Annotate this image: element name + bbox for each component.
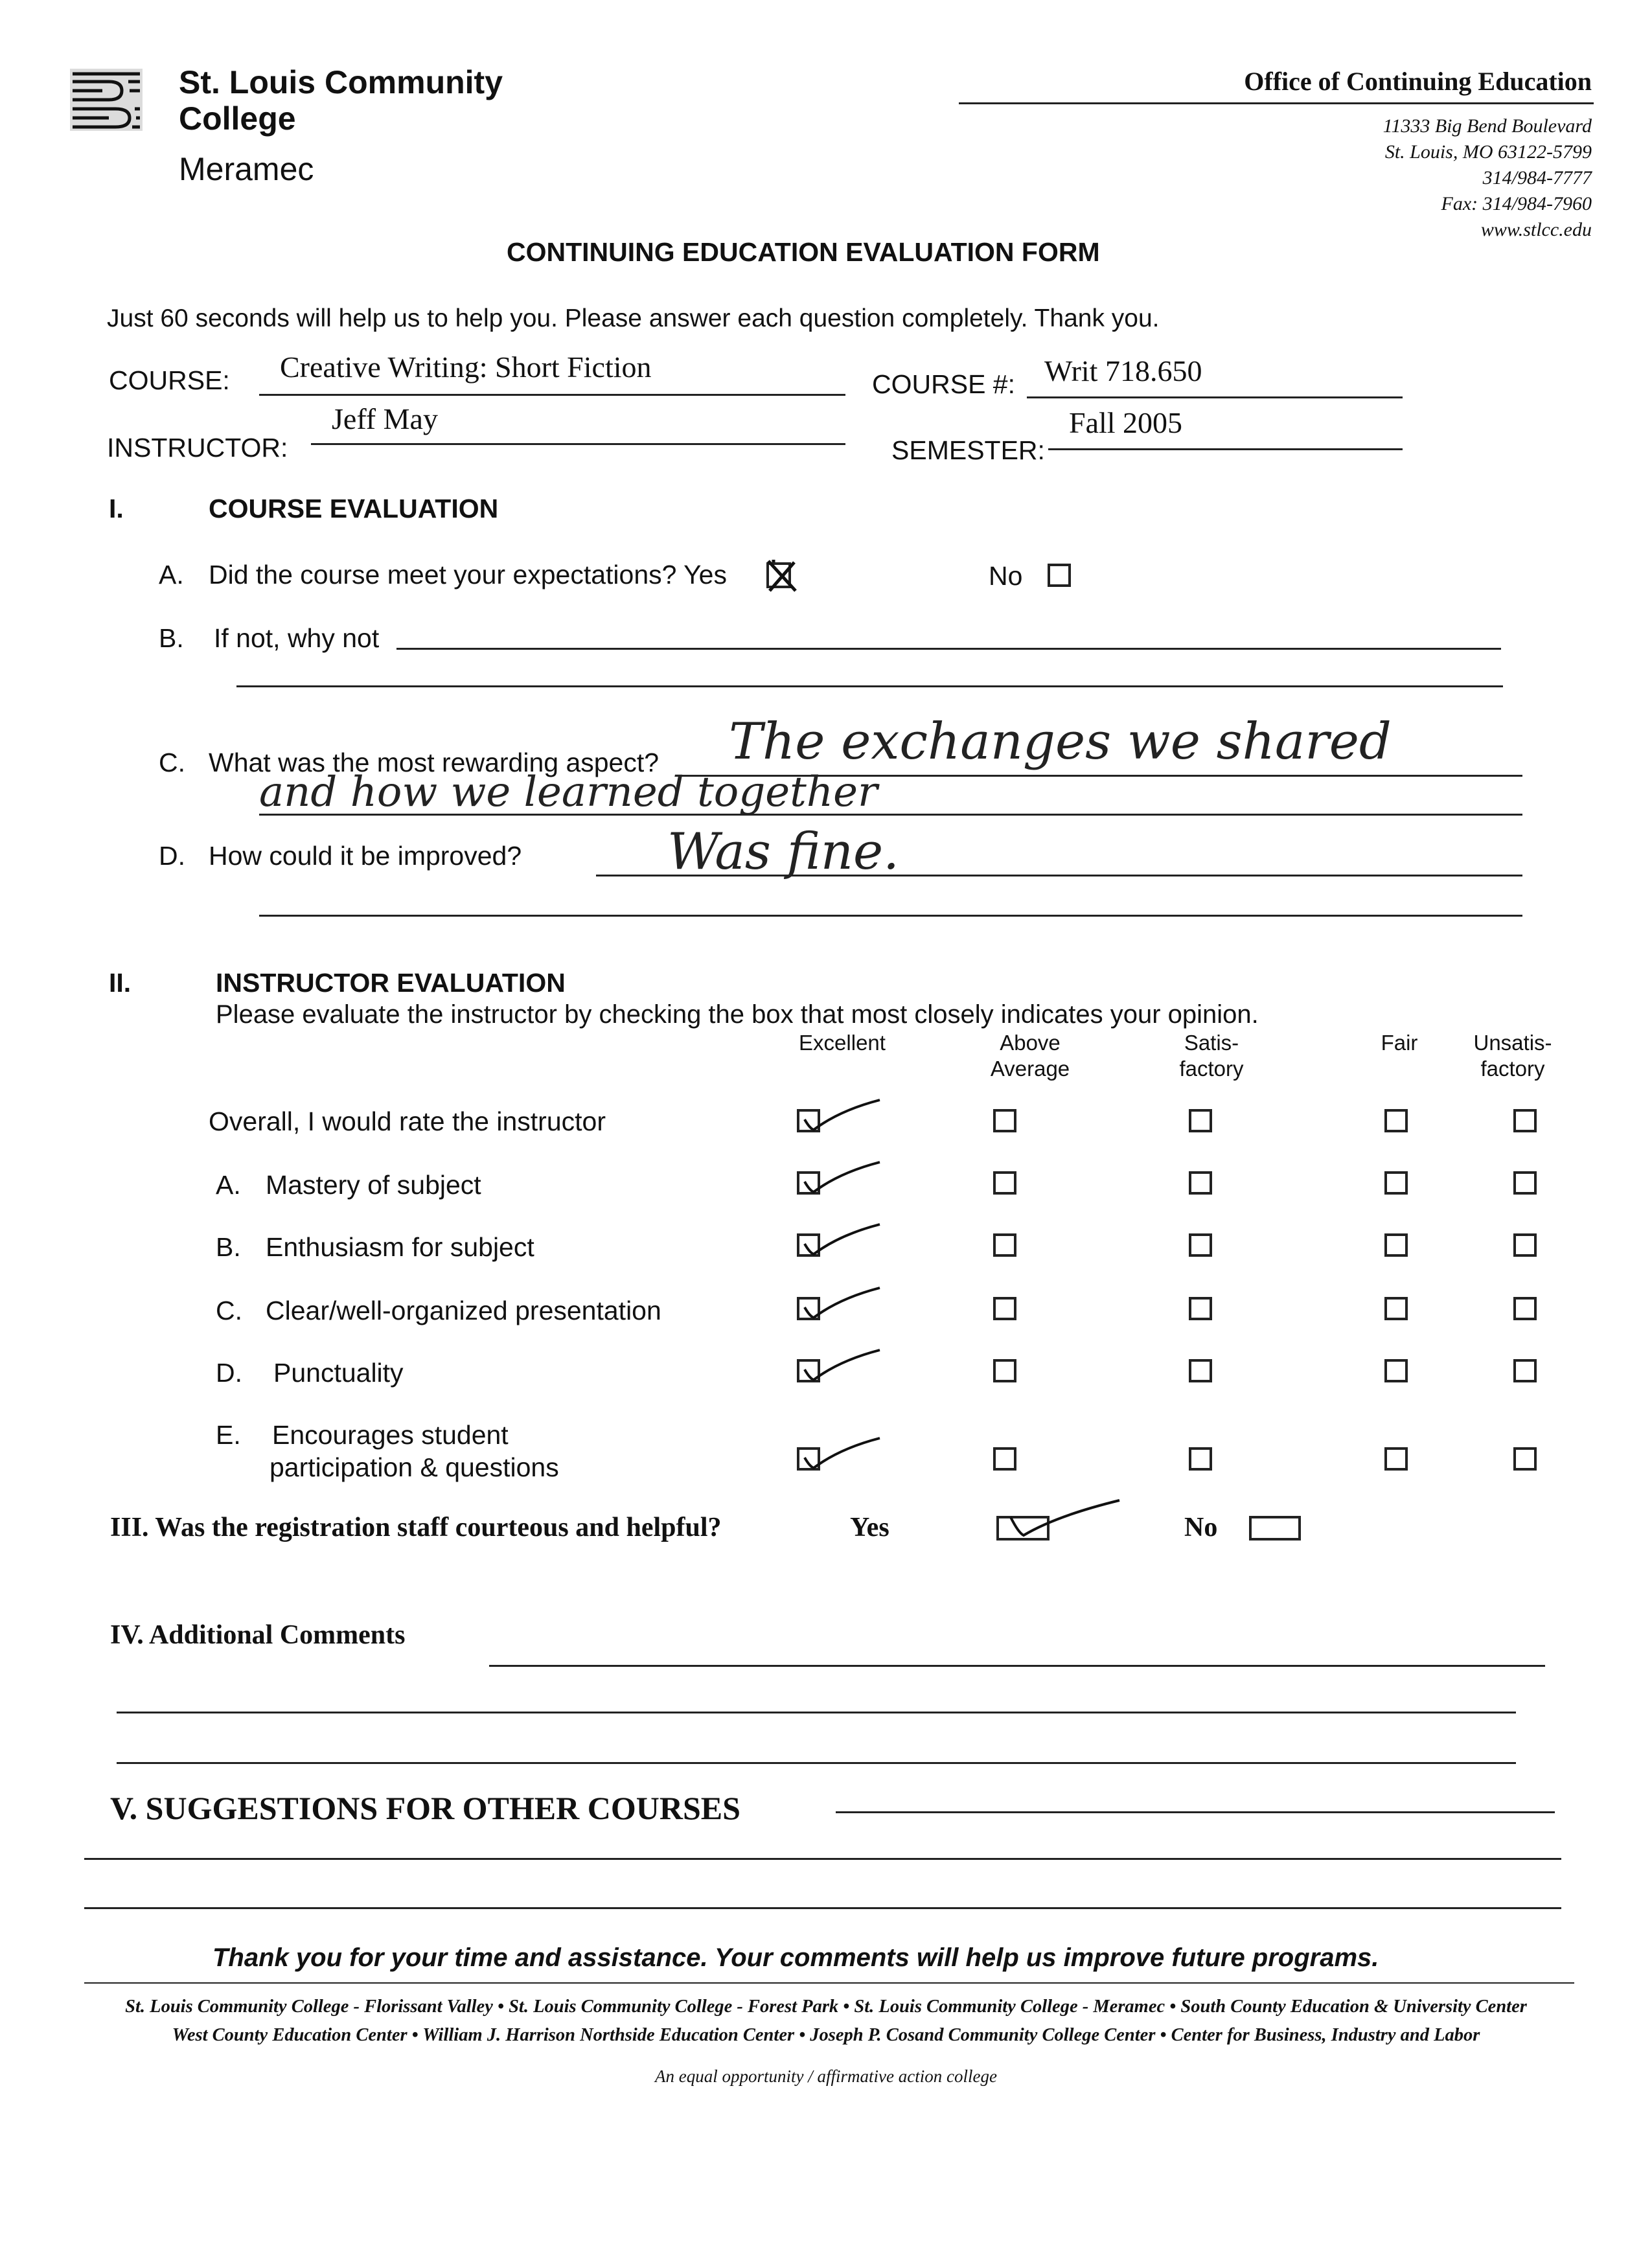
question-c-text: What was the most rewarding aspect? <box>209 748 660 777</box>
office-title: Office of Continuing Education <box>1244 67 1592 96</box>
rating-d-fair-checkbox[interactable] <box>1384 1359 1408 1382</box>
rating-row-e-label-line1: Encourages student <box>272 1420 509 1450</box>
rating-a-above-average-checkbox[interactable] <box>993 1171 1016 1195</box>
intro-text: Just 60 seconds will help us to help you. Please answer each question completely. Thank you. <box>107 304 1160 332</box>
rating-a-fair-checkbox[interactable] <box>1384 1171 1408 1195</box>
column-fair: Fair <box>1381 1031 1418 1055</box>
question-a-yes-check-mark <box>762 556 801 596</box>
rating-c-check-mark <box>801 1279 885 1324</box>
rating-e-check-mark <box>801 1429 885 1474</box>
column-excellent: Excellent <box>799 1031 886 1055</box>
rating-c-above-average-checkbox[interactable] <box>993 1297 1016 1320</box>
comments-line3 <box>117 1762 1516 1764</box>
section2-title: INSTRUCTOR EVALUATION <box>216 968 566 998</box>
rating-e-unsatisfactory-checkbox[interactable] <box>1513 1447 1537 1471</box>
rating-a-unsatisfactory-checkbox[interactable] <box>1513 1171 1537 1195</box>
rating-row-b-label: Enthusiasm for subject <box>266 1232 534 1262</box>
semester-field-line <box>1048 448 1403 450</box>
section3-yes-label: Yes <box>850 1513 889 1542</box>
column-satisfactory: Satis- factory <box>1179 1031 1244 1081</box>
rating-d-above-average-checkbox[interactable] <box>993 1359 1016 1382</box>
section3-no-checkbox[interactable] <box>1249 1516 1301 1541</box>
rating-b-unsatisfactory-checkbox[interactable] <box>1513 1233 1537 1257</box>
course-label: COURSE: <box>109 365 230 395</box>
section3-yes-check-mark <box>1004 1490 1127 1548</box>
suggestions-line1 <box>836 1811 1555 1813</box>
question-c-letter: C. <box>159 748 185 777</box>
question-b-line2 <box>236 685 1503 687</box>
section3-question: III. Was the registration staff courteous and helpful? <box>110 1513 722 1542</box>
rating-row-e-label-line2: participation & questions <box>270 1452 559 1482</box>
instructor-value: Jeff May <box>332 402 438 435</box>
rating-e-fair-checkbox[interactable] <box>1384 1447 1408 1471</box>
semester-label: SEMESTER: <box>891 435 1045 465</box>
rating-b-check-mark <box>801 1215 885 1261</box>
college-name-line1: St. Louis Community <box>179 64 503 100</box>
rating-overall-check-mark <box>801 1091 885 1136</box>
question-d-text: How could it be improved? <box>209 841 522 871</box>
question-d-letter: D. <box>159 841 185 871</box>
question-a-letter: A. <box>159 560 184 590</box>
rating-e-satisfactory-checkbox[interactable] <box>1189 1447 1212 1471</box>
office-web: www.stlcc.edu <box>1480 219 1592 240</box>
question-c-answer-line1: The exchanges we shared <box>729 713 1392 771</box>
rating-e-above-average-checkbox[interactable] <box>993 1447 1016 1471</box>
rating-row-d-letter: D. <box>216 1358 242 1388</box>
section4-title: IV. Additional Comments <box>110 1620 406 1650</box>
section2-numeral: II. <box>109 968 132 998</box>
course-field-line <box>259 394 845 396</box>
question-d-line2 <box>259 915 1522 917</box>
rating-d-satisfactory-checkbox[interactable] <box>1189 1359 1212 1382</box>
question-c-answer-line2: and how we learned together <box>259 768 878 816</box>
rating-c-unsatisfactory-checkbox[interactable] <box>1513 1297 1537 1320</box>
form-title: CONTINUING EDUCATION EVALUATION FORM <box>507 237 1100 267</box>
rating-row-d-label: Punctuality <box>273 1358 404 1388</box>
rating-overall-above-average-checkbox[interactable] <box>993 1109 1016 1132</box>
instructor-field-line <box>311 443 845 445</box>
rating-row-a-label: Mastery of subject <box>266 1170 481 1200</box>
question-b-text: If not, why not <box>214 623 380 653</box>
rating-c-fair-checkbox[interactable] <box>1384 1297 1408 1320</box>
college-name-line2: College <box>179 100 296 137</box>
footer-campuses-line1: St. Louis Community College - Florissant Valley • St. Louis Community College - Forest Park • St. Louis Community College - Meramec • South County Education & University Center <box>125 1997 1527 2017</box>
section1-title: COURSE EVALUATION <box>209 494 499 523</box>
rating-row-c-letter: C. <box>216 1296 242 1325</box>
office-phone: 314/984-7777 <box>1482 167 1592 189</box>
course-number-value: Writ 718.650 <box>1044 354 1202 387</box>
college-campus: Meramec <box>179 151 314 187</box>
course-number-label: COURSE #: <box>872 369 1015 399</box>
section2-instructions: Please evaluate the instructor by checking the box that most closely indicates your opinion. <box>216 1000 1259 1029</box>
footer-rule <box>84 1982 1574 1984</box>
section1-numeral: I. <box>109 494 124 523</box>
comments-line1 <box>489 1665 1545 1667</box>
question-a-text: Did the course meet your expectations? Yes <box>209 560 727 590</box>
rating-b-satisfactory-checkbox[interactable] <box>1189 1233 1212 1257</box>
question-a-no-checkbox[interactable] <box>1048 564 1071 587</box>
office-fax: Fax: 314/984-7960 <box>1441 193 1592 214</box>
rating-b-above-average-checkbox[interactable] <box>993 1233 1016 1257</box>
course-number-field-line <box>1027 396 1403 398</box>
office-rule <box>959 102 1594 104</box>
suggestions-line2 <box>84 1858 1561 1860</box>
rating-row-e-letter: E. <box>216 1420 241 1450</box>
office-address-line2: St. Louis, MO 63122-5799 <box>1384 141 1592 163</box>
column-unsatisfactory: Unsatis- factory <box>1473 1031 1552 1081</box>
rating-row-overall-label: Overall, I would rate the instructor <box>209 1106 606 1136</box>
rating-overall-unsatisfactory-checkbox[interactable] <box>1513 1109 1537 1132</box>
rating-row-a-letter: A. <box>216 1170 241 1200</box>
semester-value: Fall 2005 <box>1069 406 1183 439</box>
comments-line2 <box>117 1712 1516 1713</box>
rating-d-check-mark <box>801 1341 885 1386</box>
footer-campuses-line2: West County Education Center • William J. Harrison Northside Education Center • Joseph P. Cosand Community College Center • Center for Business, Industry and Labor <box>172 2025 1480 2045</box>
rating-overall-fair-checkbox[interactable] <box>1384 1109 1408 1132</box>
section5-title: V. SUGGESTIONS FOR OTHER COURSES <box>110 1790 740 1826</box>
rating-a-check-mark <box>801 1153 885 1198</box>
suggestions-line3 <box>84 1907 1561 1909</box>
section3-no-label: No <box>1184 1513 1218 1542</box>
rating-a-satisfactory-checkbox[interactable] <box>1189 1171 1212 1195</box>
rating-row-b-letter: B. <box>216 1232 241 1262</box>
rating-overall-satisfactory-checkbox[interactable] <box>1189 1109 1212 1132</box>
question-a-no-label: No <box>989 561 1023 591</box>
rating-b-fair-checkbox[interactable] <box>1384 1233 1408 1257</box>
footer-equal-opportunity: An equal opportunity / affirmative action college <box>655 2067 997 2086</box>
rating-d-unsatisfactory-checkbox[interactable] <box>1513 1359 1537 1382</box>
office-address-line1: 11333 Big Bend Boulevard <box>1382 115 1592 137</box>
rating-c-satisfactory-checkbox[interactable] <box>1189 1297 1212 1320</box>
rating-row-c-label: Clear/well-organized presentation <box>266 1296 661 1325</box>
question-d-answer: Was fine. <box>667 823 899 881</box>
college-logo <box>70 69 143 131</box>
instructor-label: INSTRUCTOR: <box>107 433 288 463</box>
question-b-letter: B. <box>159 623 184 653</box>
column-above-average: Above Average <box>990 1031 1070 1081</box>
question-b-line1 <box>396 648 1501 650</box>
thank-you-note: Thank you for your time and assistance. Your comments will help us improve future programs. <box>212 1943 1379 1972</box>
course-value: Creative Writing: Short Fiction <box>280 350 652 384</box>
